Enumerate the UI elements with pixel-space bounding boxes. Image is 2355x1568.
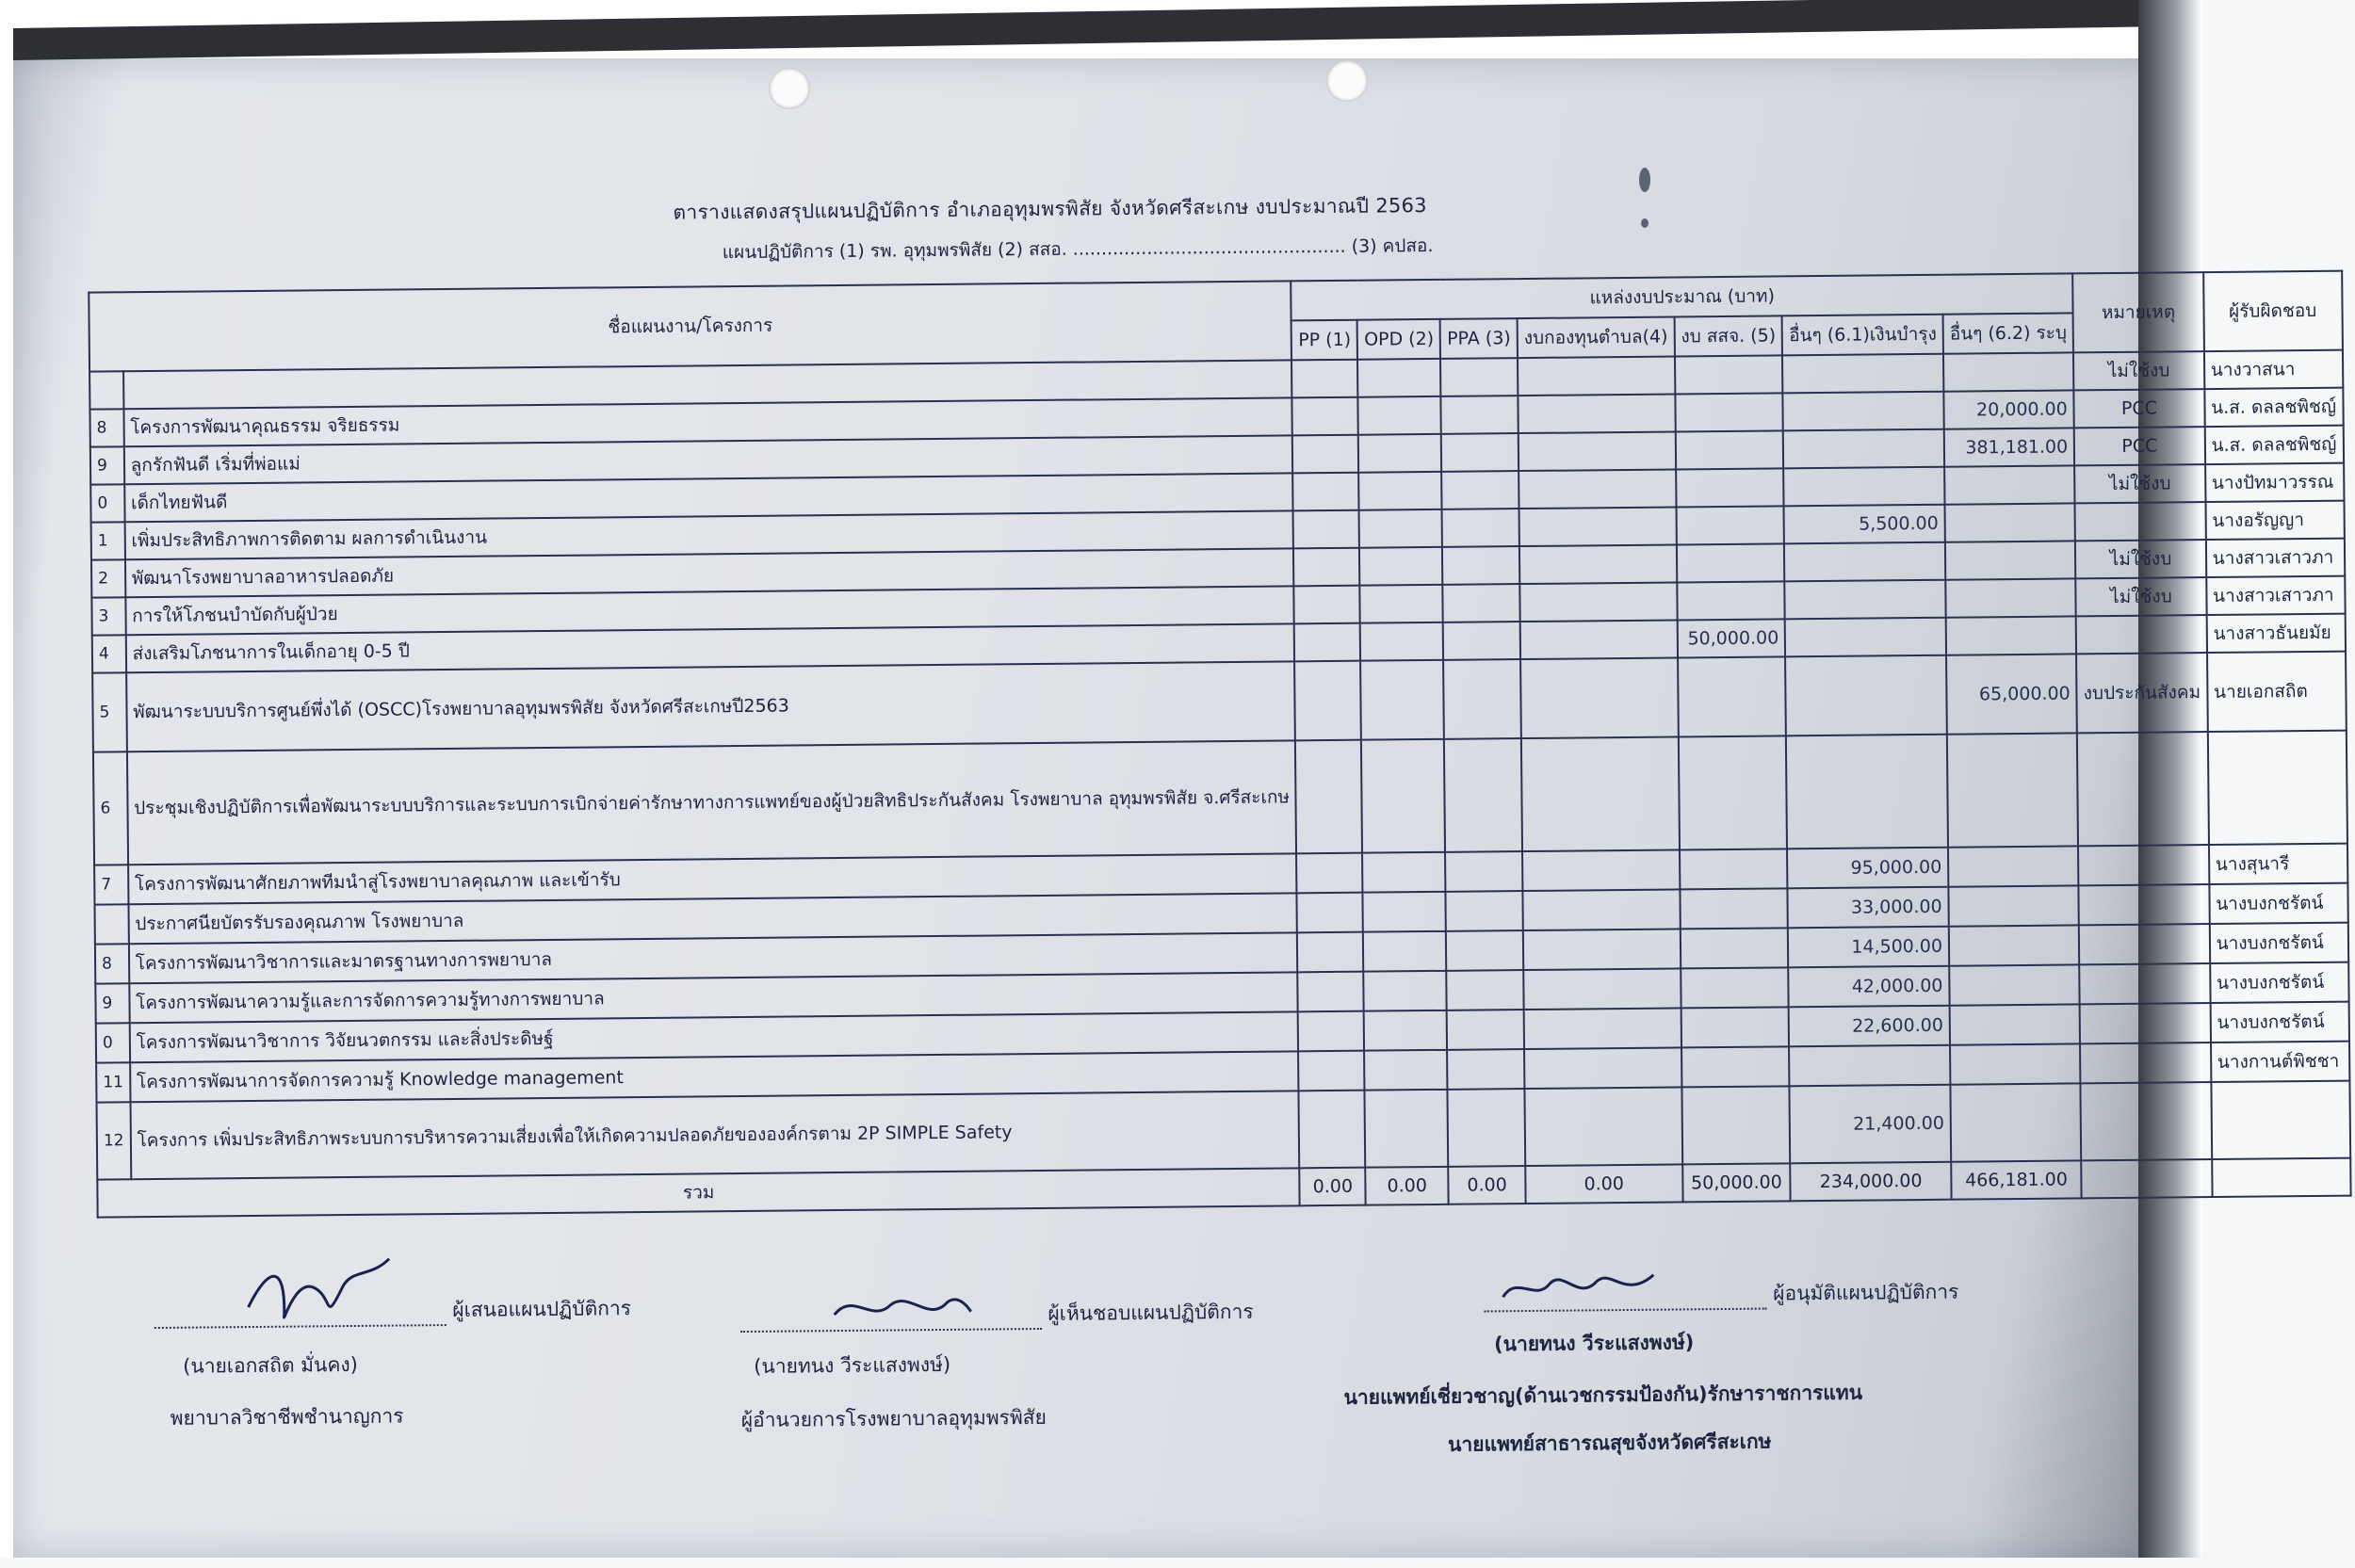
row-owner: นางบงกชรัตน์ [2209,923,2347,963]
row-other62 [1950,1043,2081,1084]
row-pp [1295,740,1362,854]
row-other61 [1785,618,1946,657]
row-owner: นางบงกชรัตน์ [2210,962,2348,1003]
row-other61 [1782,354,1943,394]
row-owner: นางสุนารี [2209,844,2347,884]
row-owner: นางกานต์พิชชา [2211,1042,2349,1082]
table-row [93,731,2347,865]
row-owner: นางบงกชรัตน์ [2209,883,2347,924]
row-other61: 22,600.00 [1789,1006,1950,1047]
proposer-signature-image [229,1249,418,1335]
total-remark-empty [2081,1159,2212,1198]
row-tambon [1520,657,1678,738]
row-tambon [1519,431,1676,471]
row-other62 [1948,846,2079,886]
row-owner: นางบงกชรัตน์ [2210,1002,2348,1043]
row-owner: น.ส. ดลลชพิชญ์ [2204,388,2343,427]
row-other61 [1785,655,1946,736]
row-project-name: ประกาศนียบัตรรับรองคุณภาพ โรงพยาบาล [128,893,1297,944]
row-other61: 14,500.00 [1788,927,1949,968]
row-other62 [1948,885,2079,926]
row-ppa [1441,396,1519,434]
table-body [89,350,2350,1218]
proposer-signature-block [154,1285,632,1434]
row-opd [1363,892,1446,932]
row-project-name: โครงการพัฒนาคุณธรรม จริยธรรม [123,397,1292,446]
row-project-name: เด็กไทยฟันดี [124,473,1293,522]
row-ssj [1677,581,1785,620]
row-tambon [1521,736,1680,851]
row-pp [1292,397,1358,436]
row-ssj [1681,1007,1789,1047]
row-remark [2076,615,2207,654]
row-pp [1297,853,1363,894]
proposer-position: พยาบาลวิชาชีพชำนาญการ [170,1404,404,1430]
row-no: 9 [95,983,129,1023]
row-ppa [1441,433,1519,472]
row-no: 5 [92,672,126,752]
header-other61: อื่นๆ (6.1)เงินบำรุง [1782,315,1943,356]
header-opd: OPD (2) [1357,319,1440,360]
row-other61 [1783,429,1944,469]
row-opd [1360,660,1444,740]
row-ssj [1677,543,1785,582]
row-no: 9 [90,446,124,484]
row-other62 [1950,1083,2081,1161]
total-ssj: 50,000.00 [1682,1163,1791,1202]
row-pp [1294,586,1360,624]
row-tambon [1524,1047,1681,1089]
row-ppa [1442,509,1519,547]
row-pp [1297,893,1363,933]
row-no [94,904,128,944]
row-no: 0 [90,484,124,522]
row-other62 [1944,465,2075,504]
total-ppa: 0.00 [1449,1166,1526,1204]
row-owner: นางวาสนา [2204,350,2343,389]
row-ppa [1446,891,1523,931]
row-pp [1298,972,1364,1012]
row-owner: นางสาวเสาวภา [2206,539,2345,577]
row-opd [1364,1010,1447,1051]
row-other61 [1789,1045,1950,1087]
row-pp [1293,473,1359,511]
row-opd [1360,622,1443,661]
row-opd [1365,1090,1449,1168]
row-ssj [1676,506,1784,544]
row-ppa [1446,930,1523,971]
row-tambon [1518,394,1675,433]
header-ssj: งบ สสจ. (5) [1674,315,1782,356]
row-other62 [1945,503,2076,542]
row-remark: ไม่ใช้งบ [2076,577,2207,616]
plan-table [88,270,2351,1219]
row-remark [2079,884,2210,925]
row-no: 11 [96,1062,130,1102]
header-funding-group: แหล่งงบประมาณ (บาท) [1291,273,2073,320]
row-other62 [1947,733,2078,847]
agree-signature-block [740,1294,1255,1436]
row-project-name: โครงการพัฒนาความรู้และการจัดการความรู้ทางการพยาบาล [129,972,1298,1023]
header-other62: อื่นๆ (6.2) ระบุ [1943,313,2074,353]
row-owner: นางอรัญญา [2205,501,2344,540]
row-remark: งบประกันสังคม [2076,653,2207,733]
header-tambon: งบกองทุนตำบล(4) [1518,316,1675,358]
row-ppa [1445,851,1522,892]
agree-position: ผู้อำนวยการโรงพยาบาลอุทุมพรพิสัย [740,1405,1047,1432]
row-remark: ไม่ใช้งบ [2073,351,2204,390]
row-ssj [1675,355,1783,394]
row-opd [1359,547,1442,586]
row-ssj [1680,849,1788,889]
row-ssj [1681,1046,1790,1087]
row-ppa [1442,546,1519,585]
row-opd [1360,585,1443,623]
row-other61: 21,400.00 [1790,1085,1951,1164]
row-project-name: โครงการพัฒนาศักยภาพทีมนำสู่โรงพยาบาลคุณภาพ และเข้ารับ [128,853,1297,904]
row-project-name: พัฒนาโรงพยาบาลอาหารปลอดภัย [125,548,1294,597]
row-opd [1358,434,1441,473]
row-remark [2080,1043,2211,1083]
row-tambon [1518,356,1675,396]
row-pp [1299,1091,1366,1169]
row-opd [1358,396,1441,435]
row-project-name: เพิ่มประสิทธิภาพการติดตาม ผลการดำเนินงาน [124,510,1293,559]
row-tambon [1519,582,1677,622]
row-ssj [1679,736,1788,849]
row-ppa [1447,1049,1524,1090]
row-other61 [1784,467,1945,507]
row-owner: น.ส. ดลลชพิชญ์ [2204,426,2343,464]
row-other62: 381,181.00 [1944,428,2075,466]
row-opd [1363,931,1446,972]
row-opd [1357,359,1440,397]
row-other62 [1950,1004,2081,1044]
row-owner: นายเอกสถิต [2207,652,2347,732]
row-ppa [1447,970,1524,1010]
row-remark: PCC [2074,427,2205,465]
row-no: 6 [93,752,128,865]
row-opd [1364,1050,1447,1091]
row-ssj [1681,1086,1790,1164]
row-ssj [1681,967,1789,1008]
row-ssj [1675,393,1783,431]
row-no: 8 [89,409,123,446]
row-pp [1292,435,1358,474]
row-remark [2081,1082,2212,1160]
row-owner [2211,1081,2350,1159]
row-no [89,371,123,409]
row-no: 2 [91,559,125,597]
row-ssj [1680,888,1788,929]
row-other62: 20,000.00 [1943,390,2074,428]
row-pp [1295,661,1362,741]
row-project-name: ประชุมเชิงปฏิบัติการเพื่อพัฒนาระบบบริการและระบบการเบิกจ่ายค่ารักษาทางการแพทย์ของผู้ป่วยสิทธิประกันสังคม โรงพยาบาล อุทุมพรพิสัย จ.ศรีสะเกษ [127,740,1297,865]
row-tambon [1524,1008,1681,1049]
row-tambon [1522,889,1680,930]
row-ppa [1443,622,1520,660]
row-remark: PCC [2074,389,2205,428]
row-ssj [1678,656,1787,736]
row-owner [2208,731,2347,845]
total-owner-empty [2212,1158,2350,1197]
row-pp [1291,360,1357,398]
row-tambon [1519,507,1677,546]
agree-signature-image [824,1285,975,1334]
row-pp [1293,510,1359,549]
document-title: ตารางแสดงสรุปแผนปฏิบัติการ อำเภออุทุมพรพิสัย จังหวัดศรีสะเกษ งบประมาณปี 2563 [673,193,1428,224]
row-no: 1 [91,522,125,559]
approver-name: (นายทนง วีระแสงพงษ์) [1493,1331,1695,1356]
agree-role: ผู้เห็นชอบแผนปฏิบัติการ [1048,1300,1254,1325]
row-other62: 65,000.00 [1946,654,2077,734]
row-pp [1293,548,1359,587]
row-owner: นางปัทมาวรรณ [2205,463,2344,502]
row-tambon [1519,469,1676,509]
row-pp [1298,1011,1364,1052]
row-other61 [1786,735,1948,849]
row-other61 [1783,392,1944,431]
header-owner: ผู้รับผิดชอบ [2203,271,2343,351]
row-no: 12 [97,1102,131,1179]
row-ssj [1676,468,1784,507]
total-other62: 466,181.00 [1951,1160,2082,1199]
row-other61 [1784,542,1945,582]
total-opd: 0.00 [1366,1167,1449,1205]
row-project-name: โครงการพัฒนาการจัดการความรู้ Knowledge management [130,1051,1299,1102]
row-other62 [1945,578,2076,617]
row-other62 [1949,964,2080,1005]
row-remark [2079,924,2210,964]
row-remark: ไม่ใช้งบ [2074,464,2205,503]
row-project-name: การให้โภชนบำบัดกับผู้ป่วย [125,586,1294,635]
row-other62 [1945,541,2076,579]
row-ppa [1444,738,1522,852]
row-other61: 33,000.00 [1788,887,1949,929]
header-pp: PP (1) [1291,320,1357,361]
row-remark [2078,845,2209,885]
row-other61: 42,000.00 [1789,966,1950,1008]
row-no: 0 [96,1023,130,1062]
header-project: ชื่อแผนงาน/โครงการ [89,281,1291,371]
row-no: 3 [91,597,125,635]
row-project-name: โครงการ เพิ่มประสิทธิภาพระบบการบริหารความเสี่ยงเพื่อให้เกิดความปลอดภัยขององค์กรตาม 2P SIMPLE Safety [130,1091,1300,1179]
approver-role: ผู้อนุมัติแผนปฏิบัติการ [1773,1280,1959,1305]
row-ppa [1443,659,1520,739]
row-opd [1362,852,1445,893]
row-other61: 5,500.00 [1784,505,1945,544]
row-project-name: ลูกรักฟันดี เริ่มที่พ่อแม่ [123,435,1292,484]
row-opd [1359,509,1442,548]
row-tambon [1523,968,1681,1010]
row-ppa [1447,1010,1524,1050]
row-tambon [1519,544,1677,584]
total-tambon: 0.00 [1525,1164,1682,1204]
row-tambon [1524,1087,1681,1166]
row-ppa [1448,1089,1525,1167]
row-no: 8 [95,944,129,983]
row-owner: นางสาวธันยมัย [2206,614,2345,653]
header-ppa: PPA (3) [1440,318,1518,359]
row-remark [2080,1003,2211,1043]
agree-name: (นายทนง วีระแสงพงษ์) [754,1352,951,1378]
row-pp [1294,623,1360,662]
row-tambon [1520,620,1678,659]
total-other61: 234,000.00 [1791,1162,1952,1202]
document-subtitle: แผนปฏิบัติการ (1) รพ. อุทุมพรพิสัย (2) สสอ. ................................................ (3) คปสอ. [722,234,1434,264]
row-remark: ไม่ใช้งบ [2075,540,2206,578]
row-no: 7 [94,865,128,904]
approver-signature-block [1342,1274,1960,1462]
total-pp: 0.00 [1300,1168,1366,1206]
row-project-name: พัฒนาระบบบริการศูนย์พึ่งได้ (OSCC)โรงพยาบาลอุทุมพรพิสัย จังหวัดศรีสะเกษปี2563 [126,661,1296,752]
row-ppa [1440,358,1518,396]
proposer-name: (นายเอกสถิต มั่นคง) [183,1352,359,1378]
header-remark: หมายเหตุ [2072,272,2203,352]
row-pp [1297,932,1363,973]
row-project-name: โครงการพัฒนาวิชาการและมาตรฐานทางการพยาบาล [129,932,1298,983]
row-remark [2075,502,2206,541]
row-tambon [1522,849,1680,891]
row-ppa [1441,471,1519,509]
row-tambon [1523,929,1681,970]
approver-position-2: นายแพทย์สาธารณสุขจังหวัดศรีสะเกษ [1447,1430,1772,1456]
proposer-role: ผู้เสนอแผนปฏิบัติการ [452,1297,632,1321]
row-opd [1364,971,1447,1011]
row-no: 4 [92,635,126,672]
row-other62 [1943,352,2074,391]
row-ssj [1680,928,1788,968]
row-other62 [1949,925,2080,965]
row-other61 [1785,580,1946,620]
row-opd [1361,739,1445,853]
approver-signature-image [1493,1264,1663,1313]
totals-label: รวม [97,1168,1300,1217]
row-pp [1299,1051,1365,1091]
row-project-name: ส่งเสริมโภชนาการในเด็กอายุ 0-5 ปี [125,623,1294,672]
row-ssj [1675,430,1783,469]
row-owner: นางสาวเสาวภา [2206,576,2345,615]
row-remark [2077,732,2209,846]
row-other62 [1946,616,2077,655]
row-opd [1358,472,1441,510]
row-ssj: 50,000.00 [1677,619,1785,657]
row-other61: 95,000.00 [1787,848,1948,889]
row-project-name: โครงการพัฒนาวิชาการ วิจัยนวตกรรม และสิ่งประดิษฐ์ [129,1011,1298,1062]
row-ppa [1443,584,1520,622]
row-remark [2079,963,2210,1004]
approver-position-1: นายแพทย์เชี่ยวชาญ(ด้านเวชกรรมป้องกัน)รักษาราชการแทน [1343,1381,1863,1409]
